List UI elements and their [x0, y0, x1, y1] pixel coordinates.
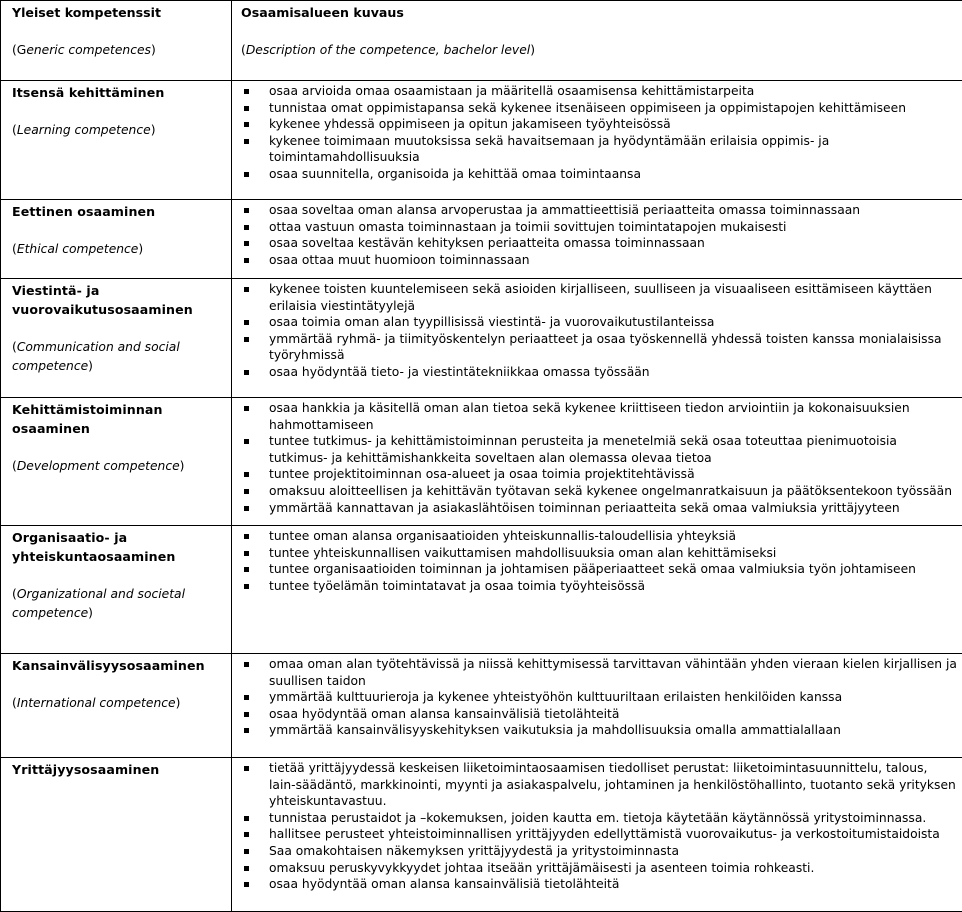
competence-list-item: osaa hyödyntää oman alansa kansainvälisiä tietolähteitä: [241, 706, 957, 723]
competence-english-text: Organizational and societal: [16, 587, 185, 601]
competence-english-text: Ethical competence: [16, 242, 139, 256]
competence-list-item: ymmärtää kulttuurieroja ja kykenee yhteistyöhön kulttuuriltaan erilaisten henkilöiden kanssa: [241, 689, 957, 706]
competence-item-list: [241, 760, 957, 893]
header-col-generic: [1, 1, 232, 81]
competence-english-text: competence: [12, 606, 89, 620]
competence-title-line: Viestintä- ja: [12, 283, 100, 298]
paren-open: (G: [12, 43, 27, 57]
table-header-row: [1, 1, 962, 81]
competence-list-item: osaa hankkia ja käsitellä oman alan tietoa sekä kykenee kriittiseen tiedon arviointiin ja kokonaisuuksien hahmottamiseen: [241, 400, 957, 433]
competence-list-item: osaa toimia oman alan tyypillisissä viestintä- ja vuorovaikutustilanteissa: [241, 314, 957, 331]
competence-english-name: (Organizational and societal competence): [12, 587, 185, 620]
competence-list-item: kykenee yhdessä oppimiseen ja opitun jakamiseen työyhteisössä: [241, 116, 957, 133]
competence-list-item: osaa arvioida omaa osaamistaan ja määritellä osaamisensa kehittämistarpeita: [241, 83, 957, 100]
competence-title: [12, 202, 225, 221]
competence-row: [1, 398, 962, 526]
competence-title-line: Kehittämistoiminnan: [12, 402, 163, 417]
competence-description-cell: [232, 81, 962, 200]
competence-english-name: (Ethical competence): [12, 242, 144, 256]
paren-close: ): [530, 43, 535, 57]
competence-row: [1, 654, 962, 758]
competence-english-text: Learning competence: [16, 123, 151, 137]
competence-english-text: Development competence: [16, 459, 180, 473]
competence-item-list: [241, 528, 957, 594]
competence-description-cell: [232, 398, 962, 526]
competence-title: [12, 656, 225, 675]
competence-title-line: osaaminen: [12, 421, 90, 436]
competence-description-cell: [232, 526, 962, 654]
competence-list-item: ottaa vastuun omasta toiminnastaan ja toimii sovittujen toimintatapojen mukaisesti: [241, 219, 957, 236]
competence-name-cell: [1, 654, 232, 758]
header-subtitle-generic: [12, 41, 225, 60]
header-subtitle-description-italic: Description of the competence, bachelor level: [245, 43, 531, 57]
competence-description-cell: [232, 279, 962, 398]
competence-list-item: tuntee työelämän toimintatavat ja osaa toimia työyhteisössä: [241, 578, 957, 595]
competence-title-line: Organisaatio- ja: [12, 530, 128, 545]
competence-title-line: vuorovaikutusosaaminen: [12, 302, 193, 317]
competence-list-item: osaa hyödyntää tieto- ja viestintätekniikkaa omassa työssään: [241, 364, 957, 381]
competence-list-item: tunnistaa perustaidot ja –kokemuksen, joiden kautta em. tietoja käytetään käytännössä yritystoiminnassa.: [241, 810, 957, 827]
competence-list-item: tuntee yhteiskunnallisen vaikuttamisen mahdollisuuksia oman alan kehittämiseksi: [241, 545, 957, 562]
competence-list-item: kykenee toisten kuuntelemiseen sekä asioiden kirjalliseen, suulliseen ja visuaaliseen esittämiseen käyttäen erilaisia viestintätyylejä: [241, 281, 957, 314]
header-title-description: Osaamisalueen kuvaus: [241, 5, 404, 20]
competence-name-cell: [1, 200, 232, 279]
competence-list-item: osaa ottaa muut huomioon toiminnassaan: [241, 252, 957, 269]
competence-list-item: osaa soveltaa kestävän kehityksen periaatteita omassa toiminnassaan: [241, 235, 957, 252]
competence-english-name: (Development competence): [12, 459, 185, 473]
header-subtitle-generic-italic: eneric competences: [26, 43, 151, 57]
competence-title: [12, 281, 225, 319]
competence-list-item: osaa soveltaa oman alansa arvoperustaa ja ammattieettisiä periaatteita omassa toiminnassaan: [241, 202, 957, 219]
competence-list-item: osaa suunnitella, organisoida ja kehittää omaa toimintaansa: [241, 166, 957, 183]
competence-item-list: [241, 281, 957, 381]
competence-name-cell: [1, 758, 232, 912]
competence-row: [1, 200, 962, 279]
competence-list-item: ymmärtää ryhmä- ja tiimityöskentelyn periaatteet ja osaa työskennellä yhdessä toisten kanssa monialaisissa työryhmissä: [241, 331, 957, 364]
competence-list-item: tuntee projektitoiminnan osa-alueet ja osaa toimia projektitehtävissä: [241, 466, 957, 483]
competence-item-list: [241, 202, 957, 268]
competence-english-text: International competence: [16, 696, 176, 710]
competence-title: [12, 400, 225, 438]
competence-title: [12, 760, 225, 779]
competence-row: [1, 526, 962, 654]
competence-title-line: Kansainvälisyysosaaminen: [12, 658, 205, 673]
competence-title-line: Itsensä kehittäminen: [12, 85, 165, 100]
competence-title-line: Eettinen osaaminen: [12, 204, 156, 219]
competence-list-item: kykenee toimimaan muutoksissa sekä havaitsemaan ja hyödyntämään erilaisia oppimis- ja toimintamahdollisuuksia: [241, 133, 957, 166]
competence-english-name: (International competence): [12, 696, 181, 710]
competence-description-cell: [232, 200, 962, 279]
competence-title-line: Yrittäjyysosaaminen: [12, 762, 160, 777]
competence-list-item: omaksuu aloitteellisen ja kehittävän työtavan sekä kykenee ongelmanratkaisuun ja päätöksentekoon työssään: [241, 483, 957, 500]
competence-english-text: competence: [12, 359, 89, 373]
competence-list-item: omaksuu peruskyvykkyydet johtaa itseään yrittäjämäisesti ja asenteen toimia rohkeasti.: [241, 860, 957, 877]
competence-row: [1, 279, 962, 398]
competence-english-name: (Communication and social competence): [12, 340, 180, 373]
competence-list-item: tuntee oman alansa organisaatioiden yhteiskunnallis-taloudellisia yhteyksiä: [241, 528, 957, 545]
paren-open: (: [241, 43, 246, 57]
competence-name-cell: [1, 526, 232, 654]
competence-list-item: tuntee tutkimus- ja kehittämistoiminnan perusteita ja menetelmiä sekä osaa toteuttaa pienimuotoisia tutkimus- ja kehittämishankkeita soveltaen alan olemassa olevaa tietoa: [241, 433, 957, 466]
competence-name-cell: [1, 81, 232, 200]
competence-list-item: osaa hyödyntää oman alansa kansainvälisiä tietolähteitä: [241, 876, 957, 893]
header-subtitle-description: [241, 41, 957, 60]
competence-list-item: hallitsee perusteet yhteistoiminnallisen yrittäjyyden edellyttämistä vuorovaikutus- ja verkostoitumistaidoista: [241, 826, 957, 843]
competence-list-item: tunnistaa omat oppimistapansa sekä kykenee itsenäiseen oppimiseen ja oppimistapojen kehittämiseen: [241, 100, 957, 117]
competence-description-cell: [232, 758, 962, 912]
competence-name-cell: [1, 398, 232, 526]
competence-list-item: omaa oman alan työtehtävissä ja niissä kehittymisessä tarvittavan vähintään yhden vieraan kielen kirjallisen ja suullisen taidon: [241, 656, 957, 689]
competence-row: [1, 81, 962, 200]
header-title-generic: Yleiset kompetenssit: [12, 5, 161, 20]
competence-list-item: tietää yrittäjyydessä keskeisen liiketoimintaosaamisen tiedolliset perustat: liiketoimintasuunnittelu, talous, lain-säädäntö, markkinointi, myynti ja asiakaspalvelu, johtaminen ja henkilöstöhallinto, tuotanto sekä yrityksen yhteiskuntavastuu.: [241, 760, 957, 810]
competence-list-item: ymmärtää kansainvälisyyskehityksen vaikutuksia ja mahdollisuuksia omalla ammattialallaan: [241, 722, 957, 739]
competence-list-item: tuntee organisaatioiden toiminnan ja johtamisen pääperiaatteet sekä omaa valmiuksia työn johtamiseen: [241, 561, 957, 578]
competence-row: [1, 758, 962, 912]
competence-list-item: Saa omakohtaisen näkemyksen yrittäjyydestä ja yritystoiminnasta: [241, 843, 957, 860]
competence-title: [12, 83, 225, 102]
paren-close: ): [150, 43, 156, 57]
competence-description-cell: [232, 654, 962, 758]
competence-item-list: [241, 656, 957, 739]
competence-list-item: ymmärtää kannattavan ja asiakaslähtöisen toiminnan periaatteita sekä omaa valmiuksia yrittäjyyteen: [241, 500, 957, 517]
header-col-description: [232, 1, 962, 81]
competence-title-line: yhteiskuntaosaaminen: [12, 549, 176, 564]
competence-english-name: (Learning competence): [12, 123, 156, 137]
competence-english-text: Communication and social: [16, 340, 180, 354]
competence-name-cell: [1, 279, 232, 398]
competence-item-list: [241, 83, 957, 183]
competence-item-list: [241, 400, 957, 516]
competence-title: [12, 528, 225, 566]
